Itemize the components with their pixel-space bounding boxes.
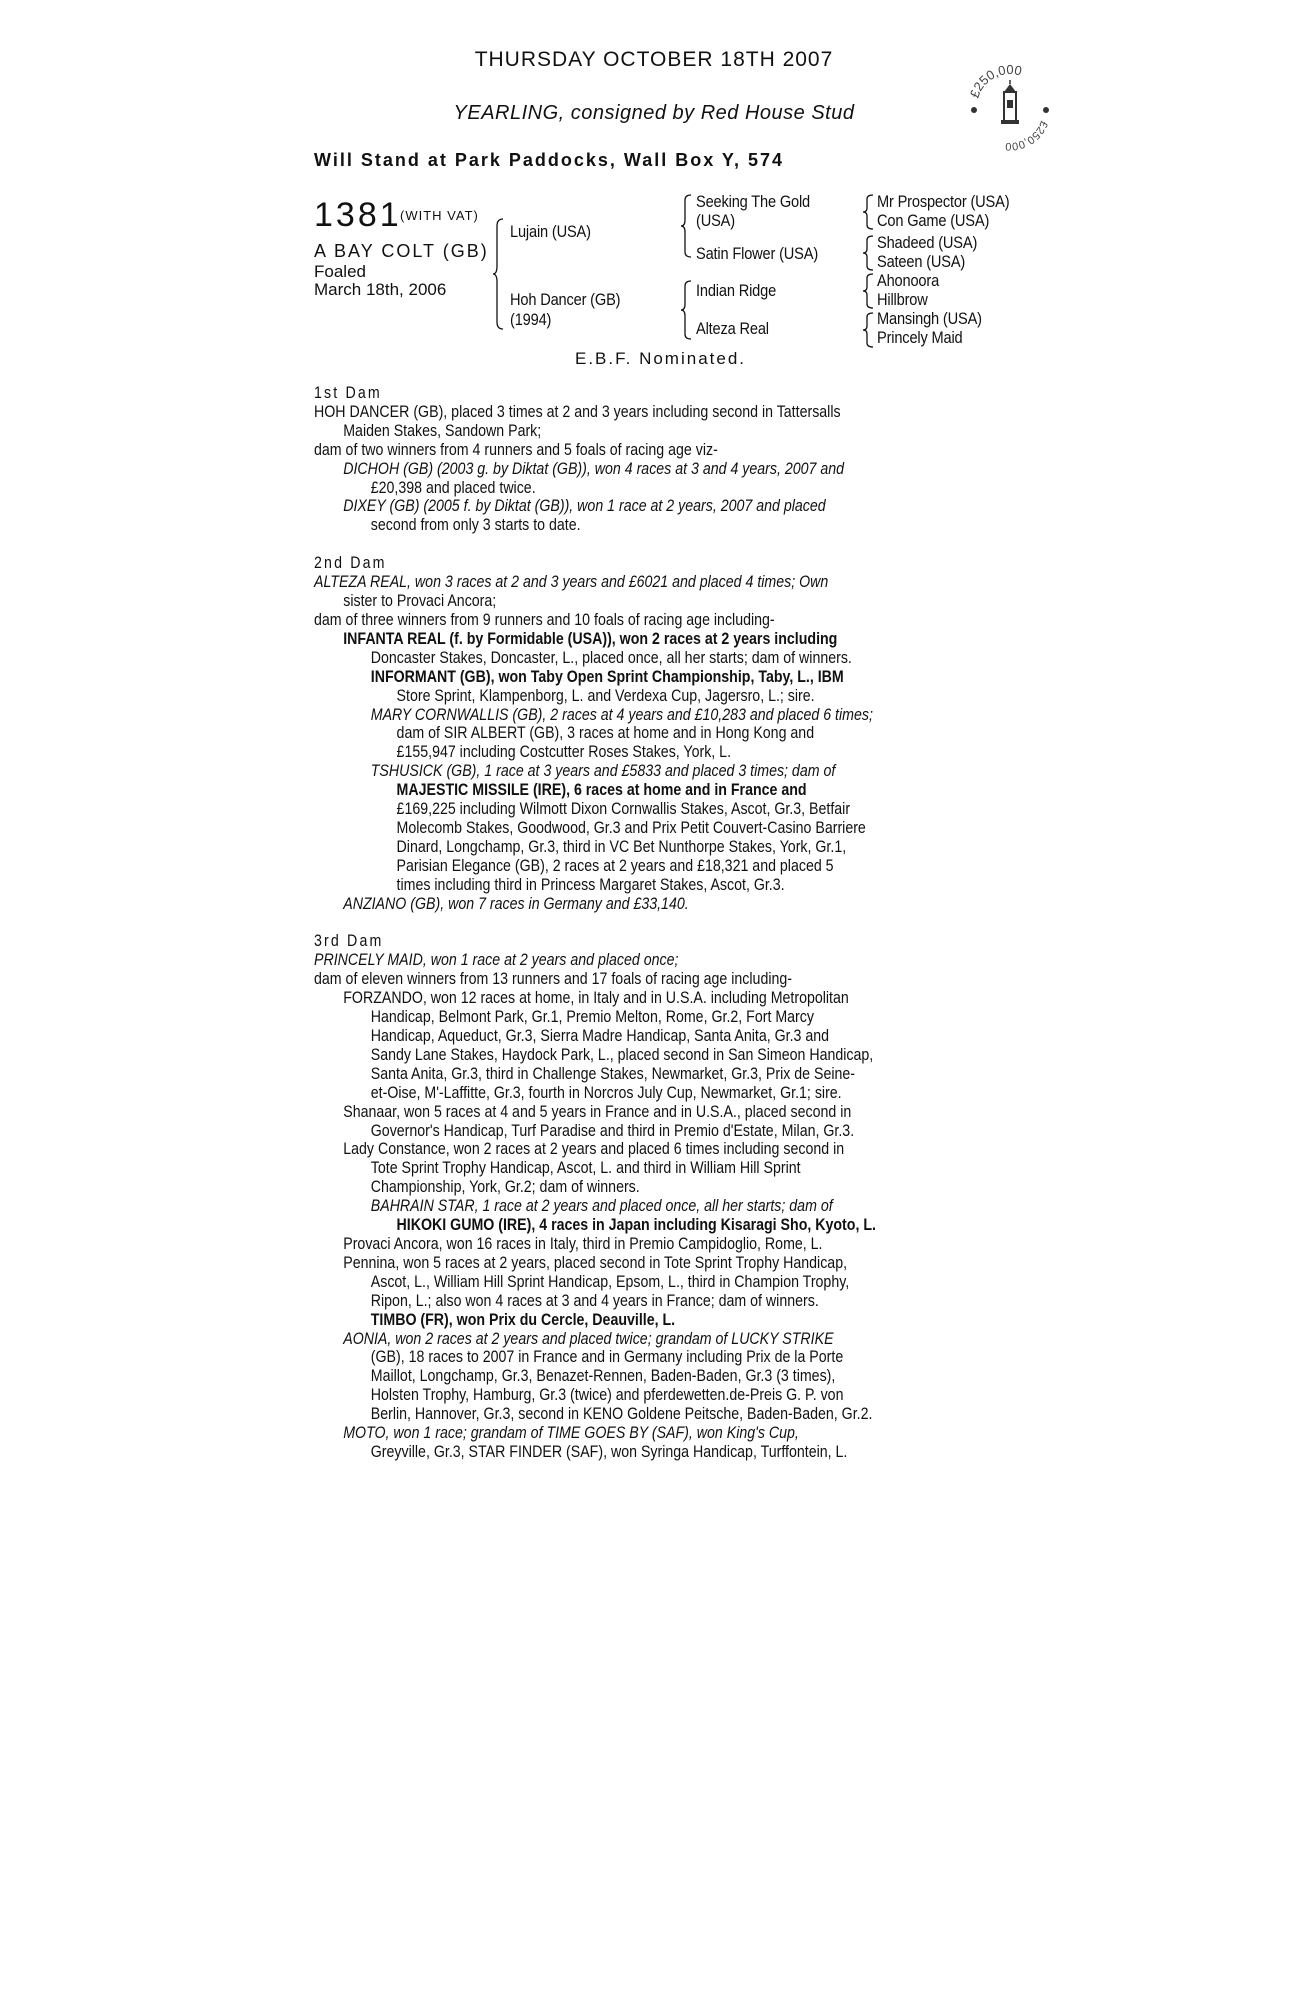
pedigree-dss: Ahonoora [877, 271, 940, 290]
third-dam-line: Championship, York, Gr.2; dam of winners. [370, 1178, 640, 1197]
pedigree-sire-dam: Satin Flower (USA) [696, 244, 819, 263]
first-dam-line: HOH DANCER (GB), placed 3 times at 2 and 3 years including second in Tattersalls [314, 402, 841, 421]
second-dam-line: INFANTA REAL (f. by Formidable (USA)), won 2 races at 2 years including [343, 629, 838, 648]
third-dam-line: Greyville, Gr.3, STAR FINDER (SAF), won Syringa Handicap, Turffontein, L. [370, 1442, 848, 1461]
third-dam-line: Sandy Lane Stakes, Haydock Park, L., placed second in San Simeon Handicap, [370, 1045, 874, 1064]
third-dam-line: TIMBO (FR), won Prix du Cercle, Deauville, L. [370, 1310, 676, 1329]
first-dam-line: Maiden Stakes, Sandown Park; [343, 421, 542, 440]
pedigree-dam-sire: Indian Ridge [696, 281, 777, 300]
pedigree-sds: Shadeed (USA) [877, 233, 978, 252]
first-dam-line: £20,398 and placed twice. [370, 478, 536, 497]
second-dam-line: £169,225 including Wilmott Dixon Cornwallis Stakes, Ascot, Gr.3, Betfair [396, 800, 851, 819]
pedigree-brace-sire [680, 194, 692, 258]
stabling-location: Will Stand at Park Paddocks, Wall Box Y, 574 [314, 150, 784, 170]
second-dam-line: INFORMANT (GB), won Taby Open Sprint Championship, Taby, L., IBM [370, 667, 844, 686]
pedigree-ssd: Con Game (USA) [877, 211, 990, 230]
first-dam-line: dam of two winners from 4 runners and 5 foals of racing age viz- [314, 440, 718, 459]
pedigree-sss: Mr Prospector (USA) [877, 192, 1010, 211]
pedigree-brace-dam [680, 280, 692, 340]
third-dam-line: Tote Sprint Trophy Handicap, Ascot, L. and third in William Hill Sprint [370, 1159, 801, 1178]
third-dam-line: AONIA, won 2 races at 2 years and placed twice; grandam of LUCKY STRIKE [343, 1329, 834, 1348]
third-dam-line: FORZANDO, won 12 races at home, in Italy and in U.S.A. including Metropolitan [343, 989, 849, 1008]
third-dam-line: et-Oise, M'-Laffitte, Gr.3, fourth in Norcros July Cup, Newmarket, Gr.1; sire. [370, 1083, 842, 1102]
third-dam-line: Handicap, Aqueduct, Gr.3, Sierra Madre Handicap, Santa Anita, Gr.3 and [370, 1027, 830, 1045]
third-dam-line: Lady Constance, won 2 races at 2 years and placed 6 times including second in [343, 1140, 845, 1159]
pedigree-sire: Lujain (USA) [510, 222, 591, 241]
second-dam-line: Store Sprint, Klampenborg, L. and Verdexa Cup, Jagersro, L.; sire. [396, 686, 815, 705]
pedigree-dsd: Hillbrow [877, 290, 928, 309]
third-dam-line: Pennina, won 5 races at 2 years, placed second in Tote Sprint Trophy Handicap, [343, 1253, 848, 1272]
third-dam-line: Berlin, Hannover, Gr.3, second in KENO Goldene Peitsche, Baden-Baden, Gr.2. [370, 1405, 873, 1424]
pedigree-brace-main [492, 218, 504, 330]
pedigree-sire-sire-suffix: (USA) [696, 211, 735, 230]
family-notes [314, 384, 1014, 1462]
third-dam-line: Santa Anita, Gr.3, third in Challenge Stakes, Newmarket, Gr.3, Prix de Seine- [370, 1064, 856, 1083]
pedigree-sdd: Sateen (USA) [877, 252, 966, 271]
third-dam-line: dam of eleven winners from 13 runners and 17 foals of racing age including- [314, 970, 793, 989]
second-dam-line: ALTEZA REAL, won 3 races at 2 and 3 years and £6021 and placed 4 times; Own [314, 573, 829, 592]
sale-date: THURSDAY OCTOBER 18TH 2007 [474, 48, 834, 71]
third-dam-line: MOTO, won 1 race; grandam of TIME GOES BY (SAF), won King's Cup, [343, 1424, 799, 1443]
lot-number: 1381 [314, 196, 402, 234]
pedigree-brace-sd [862, 235, 874, 271]
pedigree-sire-sire: Seeking The Gold [696, 192, 811, 211]
third-dam-line: Shanaar, won 5 races at 4 and 5 years in France and in U.S.A., placed second in [343, 1102, 852, 1121]
third-dam-line: Governor's Handicap, Turf Paradise and third in Premio d'Estate, Milan, Gr.3. [370, 1121, 855, 1140]
pedigree-brace-dd [862, 312, 874, 348]
pedigree-brace-ss [862, 194, 874, 230]
third-dam-line: Maillot, Longchamp, Gr.3, Benazet-Rennen, Baden-Baden, Gr.3 (3 times), [370, 1367, 836, 1386]
second-dam-line: Molecomb Stakes, Goodwood, Gr.3 and Prix Petit Couvert-Casino Barriere [396, 818, 866, 837]
third-dam-line: (GB), 18 races to 2007 in France and in Germany including Prix de la Porte [370, 1348, 844, 1367]
third-dam-line: Ascot, L., William Hill Sprint Handicap, Epsom, L., third in Champion Trophy, [370, 1272, 850, 1291]
third-dam-line: HIKOKI GUMO (IRE), 4 races in Japan including Kisaragi Sho, Kyoto, L. [396, 1216, 876, 1235]
pedigree-dam: Hoh Dancer (GB) [510, 290, 621, 309]
vat-note: (WITH VAT) [400, 208, 479, 223]
third-dam-line: Holsten Trophy, Hamburg, Gr.3 (twice) and pferdewetten.de-Preis G. P. von [370, 1386, 844, 1405]
foaled-date: March 18th, 2006 [314, 280, 447, 299]
first-dam-line: second from only 3 starts to date. [370, 516, 581, 535]
pedigree-ddd: Princely Maid [877, 328, 963, 347]
stamp-text-top: £250,000 [966, 62, 1024, 100]
second-dam-line: MAJESTIC MISSILE (IRE), 6 races at home and in France and [396, 781, 807, 800]
second-dam-heading: 2nd Dam [314, 554, 387, 573]
third-dam-line: Ripon, L.; also won 4 races at 3 and 4 years in France; dam of winners. [370, 1291, 819, 1310]
second-dam-line: sister to Provaci Ancora; [343, 592, 497, 611]
foaled-label: Foaled [314, 262, 366, 281]
third-dam-line: Handicap, Belmont Park, Gr.1, Premio Melton, Rome, Gr.2, Fort Marcy [370, 1008, 814, 1027]
second-dam-line: Dinard, Longchamp, Gr.3, third in VC Bet Nunthorpe Stakes, York, Gr.1, [396, 837, 847, 856]
first-dam-line: DICHOH (GB) (2003 g. by Diktat (GB)), won 4 races at 3 and 4 years, 2007 and [343, 459, 845, 478]
second-dam-line: Doncaster Stakes, Doncaster, L., placed once, all her starts; dam of winners. [370, 648, 852, 667]
pedigree-dam-year: (1994) [510, 310, 552, 329]
svg-text:£250,000 [967, 62, 1024, 100]
consignor-line: YEARLING, consigned by Red House Stud [453, 102, 855, 124]
second-dam-line: MARY CORNWALLIS (GB), 2 races at 4 years and £10,283 and placed 6 times; [370, 705, 873, 724]
lot-description: A BAY COLT (GB) [314, 241, 489, 261]
second-dam-line: £155,947 including Costcutter Roses Stakes, York, L. [396, 743, 732, 762]
third-dam-line: PRINCELY MAID, won 1 race at 2 years and placed once; [314, 951, 679, 970]
third-dam-line: BAHRAIN STAR, 1 race at 2 years and placed once, all her starts; dam of [370, 1197, 833, 1216]
third-dam-heading: 3rd Dam [314, 932, 384, 951]
second-dam-line: ANZIANO (GB), won 7 races in Germany and £33,140. [343, 894, 689, 913]
second-dam-line: dam of three winners from 9 runners and 10 foals of racing age including- [314, 610, 775, 629]
tower-seal-icon [965, 62, 1055, 152]
first-dam-line: DIXEY (GB) (2005 f. by Diktat (GB)), won 1 race at 2 years, 2007 and placed [343, 497, 826, 516]
pedigree-dam-dam: Alteza Real [696, 319, 769, 338]
second-dam-line: Parisian Elegance (GB), 2 races at 2 years and £18,321 and placed 5 [396, 856, 834, 875]
second-dam-line: TSHUSICK (GB), 1 race at 3 years and £5833 and placed 3 times; dam of [370, 762, 836, 781]
ebf-nomination: E.B.F. Nominated. [575, 349, 747, 368]
stamp-text-bottom: £250,000 [1005, 119, 1050, 152]
pedigree-brace-ds [862, 273, 874, 309]
second-dam-line: dam of SIR ALBERT (GB), 3 races at home and in Hong Kong and [396, 724, 815, 743]
pedigree-dds: Mansingh (USA) [877, 309, 982, 328]
second-dam-line: times including third in Princess Margaret Stakes, Ascot, Gr.3. [396, 875, 785, 894]
third-dam-line: Provaci Ancora, won 16 races in Italy, third in Premio Campidoglio, Rome, L. [343, 1234, 823, 1253]
first-dam-heading: 1st Dam [314, 384, 382, 402]
